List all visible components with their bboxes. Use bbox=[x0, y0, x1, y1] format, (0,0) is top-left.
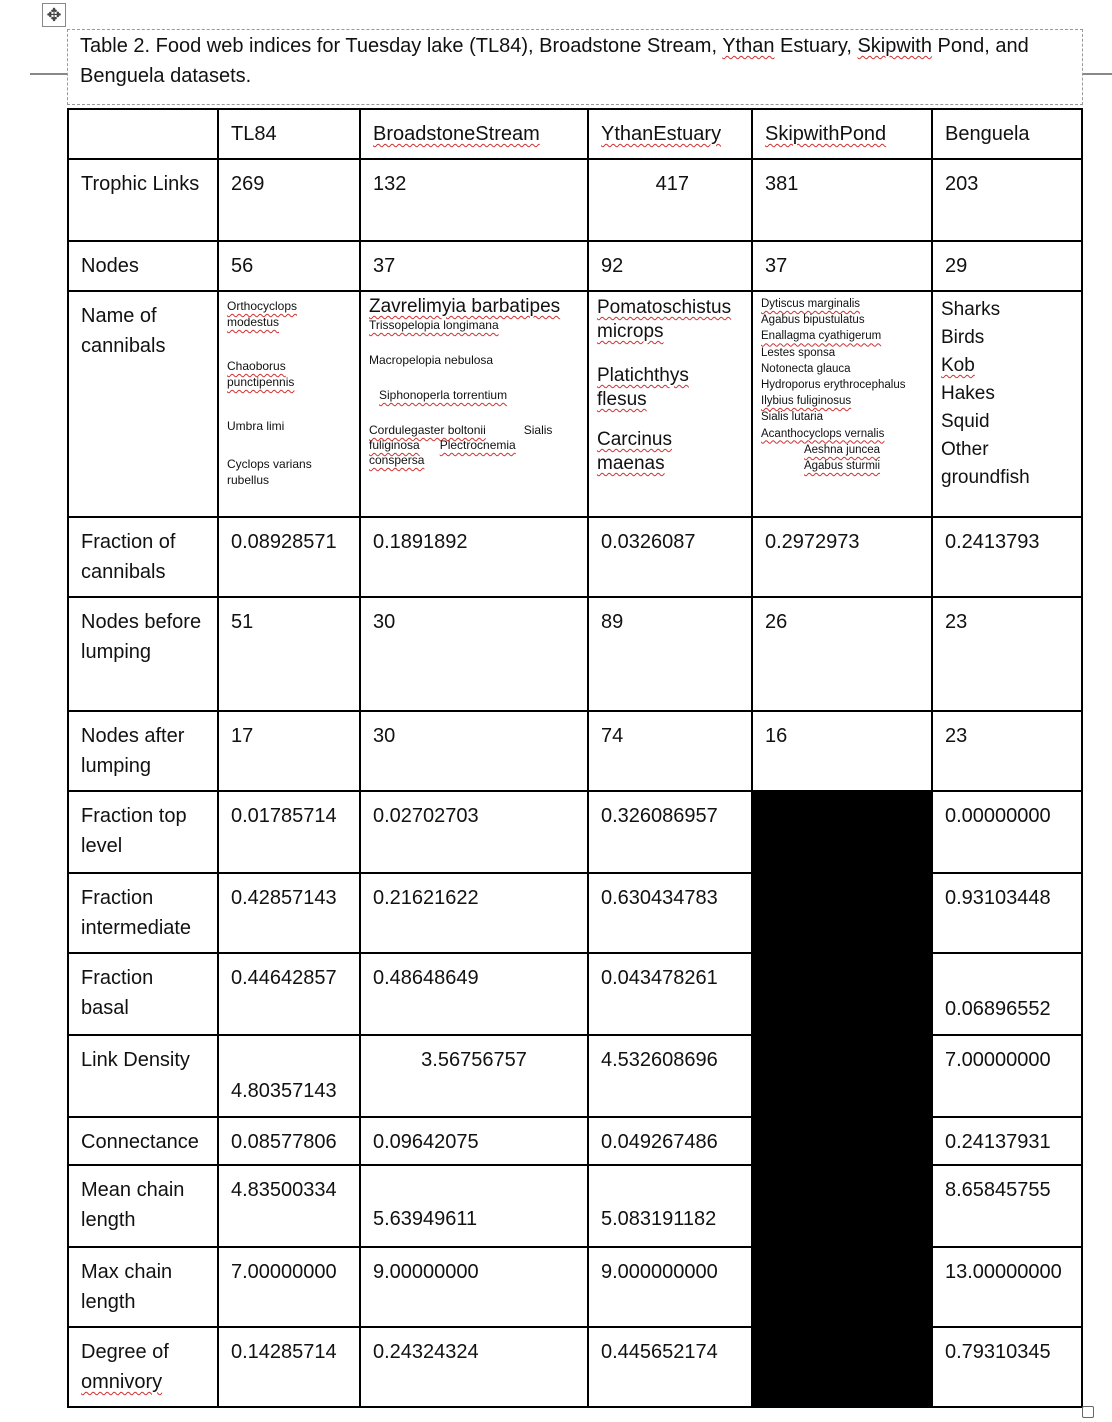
species-name: Pomatoschistus microps bbox=[597, 297, 732, 342]
table-row-omnivory bbox=[68, 1327, 1082, 1407]
cell-skipwith-redacted bbox=[752, 791, 932, 873]
cell-benguela: 0.06896552 bbox=[932, 953, 1082, 1035]
species-name: Enallagma cyathigerum bbox=[761, 330, 882, 343]
cell-benguela: 7.00000000 bbox=[932, 1035, 1082, 1117]
table-row-cannibals bbox=[68, 291, 1082, 517]
table-row-mean-chain-length bbox=[68, 1165, 1082, 1247]
cell-tl84: 269 bbox=[218, 159, 360, 241]
cell-tl84-cannibals bbox=[218, 291, 360, 517]
cell-benguela: 29 bbox=[932, 241, 1082, 291]
cell-broadstone: 0.24324324 bbox=[360, 1327, 588, 1407]
cell-tl84: 0.44642857 bbox=[218, 953, 360, 1035]
species-name-group: Cordulegaster boltonii Sialis bbox=[369, 423, 553, 437]
species-name: Hakes bbox=[941, 383, 995, 404]
cell-tl84: 0.14285714 bbox=[218, 1327, 360, 1407]
cell-tl84: 4.80357143 bbox=[218, 1035, 360, 1117]
cell-broadstone: 37 bbox=[360, 241, 588, 291]
row-label: Nodes after lumping bbox=[68, 711, 218, 791]
species-name: Dytiscus marginalis bbox=[761, 298, 861, 310]
cell-tl84: 0.08928571 bbox=[218, 517, 360, 597]
header-empty-cell bbox=[68, 109, 218, 159]
cell-tl84: 17 bbox=[218, 711, 360, 791]
cell-tl84: 56 bbox=[218, 241, 360, 291]
species-name: Other groundfish bbox=[941, 439, 1030, 488]
cell-broadstone: 30 bbox=[360, 597, 588, 711]
row-label: Name of cannibals bbox=[68, 291, 218, 517]
cell-benguela: 0.2413793 bbox=[932, 517, 1082, 597]
cell-ythan: 417 bbox=[588, 159, 752, 241]
species-name: Hydroporus erythrocephalus bbox=[761, 379, 906, 392]
cell-broadstone: 30 bbox=[360, 711, 588, 791]
species-name: Birds bbox=[941, 327, 985, 348]
table-row-fraction-basal bbox=[68, 953, 1082, 1035]
row-label: Link Density bbox=[68, 1035, 218, 1117]
cell-benguela-cannibals bbox=[932, 291, 1082, 517]
row-label: Fraction basal bbox=[68, 953, 218, 1035]
table-row-nodes-before-lumping bbox=[68, 597, 1082, 711]
page-margin-line-left bbox=[30, 73, 68, 75]
cell-tl84: 0.42857143 bbox=[218, 873, 360, 953]
cell-ythan: 0.630434783 bbox=[588, 873, 752, 953]
cell-benguela: 0.00000000 bbox=[932, 791, 1082, 873]
species-name: Platichthys flesus bbox=[597, 365, 689, 410]
cell-tl84: 4.83500334 bbox=[218, 1165, 360, 1247]
species-name: Umbra limi bbox=[227, 419, 285, 433]
header-ythan: YthanEstuary bbox=[588, 109, 752, 159]
row-label: Nodes before lumping bbox=[68, 597, 218, 711]
cell-ythan: 0.049267486 bbox=[588, 1117, 752, 1165]
species-name: Notonecta glauca bbox=[761, 362, 851, 375]
table-move-handle-icon[interactable]: ✥ bbox=[42, 3, 66, 27]
table-row-fraction-cannibals bbox=[68, 517, 1082, 597]
species-name: Macropelopia nebulosa bbox=[369, 353, 494, 367]
cell-skipwith: 381 bbox=[752, 159, 932, 241]
cell-broadstone: 0.48648649 bbox=[360, 953, 588, 1035]
row-label: Trophic Links bbox=[68, 159, 218, 241]
cell-skipwith: 37 bbox=[752, 241, 932, 291]
row-label: Fraction intermediate bbox=[68, 873, 218, 953]
cell-broadstone-cannibals bbox=[360, 291, 588, 517]
species-name: Cyclops varians rubellus bbox=[227, 457, 312, 487]
cell-ythan: 0.043478261 bbox=[588, 953, 752, 1035]
cell-tl84: 7.00000000 bbox=[218, 1247, 360, 1327]
cell-ythan: 89 bbox=[588, 597, 752, 711]
header-broadstone: BroadstoneStream bbox=[360, 109, 588, 159]
cell-ythan: 4.532608696 bbox=[588, 1035, 752, 1117]
page-margin-line-right bbox=[1082, 73, 1112, 75]
cell-broadstone: 132 bbox=[360, 159, 588, 241]
species-name: Acanthocyclops vernalis bbox=[761, 427, 885, 440]
table-resize-handle-icon[interactable] bbox=[1082, 1406, 1094, 1418]
cell-tl84: 0.08577806 bbox=[218, 1117, 360, 1165]
species-name: Carcinus maenas bbox=[597, 429, 672, 474]
species-name: Trissopelopia longimana bbox=[369, 318, 499, 332]
species-name: Agabus sturmii bbox=[803, 460, 881, 473]
cell-benguela: 203 bbox=[932, 159, 1082, 241]
cell-tl84: 0.01785714 bbox=[218, 791, 360, 873]
cell-broadstone: 0.1891892 bbox=[360, 517, 588, 597]
table-row-max-chain-length bbox=[68, 1247, 1082, 1327]
table-row-nodes-after-lumping bbox=[68, 711, 1082, 791]
cell-skipwith-redacted bbox=[752, 1327, 932, 1407]
cell-ythan: 0.0326087 bbox=[588, 517, 752, 597]
cell-ythan: 5.083191182 bbox=[588, 1165, 752, 1247]
cell-ythan: 74 bbox=[588, 711, 752, 791]
species-name: Orthocyclops modestus bbox=[227, 299, 298, 329]
row-label: Fraction top level bbox=[68, 791, 218, 873]
cell-ythan: 92 bbox=[588, 241, 752, 291]
cell-skipwith-redacted bbox=[752, 953, 932, 1035]
cell-broadstone: 3.56756757 bbox=[360, 1035, 588, 1117]
cell-broadstone: 0.21621622 bbox=[360, 873, 588, 953]
row-label: Mean chain length bbox=[68, 1165, 218, 1247]
cell-benguela: 0.24137931 bbox=[932, 1117, 1082, 1165]
cell-benguela: 8.65845755 bbox=[932, 1165, 1082, 1247]
species-name: conspersa bbox=[369, 453, 425, 467]
species-name-group: fuliginosa Plectrocnemia bbox=[369, 438, 516, 452]
cell-skipwith-cannibals bbox=[752, 291, 932, 517]
species-name: Ilybius fuliginosus bbox=[761, 395, 852, 408]
cell-skipwith: 0.2972973 bbox=[752, 517, 932, 597]
header-tl84: TL84 bbox=[218, 109, 360, 159]
row-label: Nodes bbox=[68, 241, 218, 291]
species-name: Sialis lutaria bbox=[761, 411, 823, 424]
row-label: Connectance bbox=[68, 1117, 218, 1165]
table-row-fraction-intermediate bbox=[68, 873, 1082, 953]
header-benguela: Benguela bbox=[932, 109, 1082, 159]
food-web-table bbox=[67, 108, 1083, 1408]
cell-skipwith-redacted bbox=[752, 1247, 932, 1327]
cell-benguela: 0.79310345 bbox=[932, 1327, 1082, 1407]
cell-skipwith-redacted bbox=[752, 1165, 932, 1247]
cell-benguela: 23 bbox=[932, 597, 1082, 711]
species-name: Agabus bipustulatus bbox=[761, 314, 865, 327]
cell-benguela: 13.00000000 bbox=[932, 1247, 1082, 1327]
cell-skipwith-redacted bbox=[752, 1117, 932, 1165]
cell-tl84: 51 bbox=[218, 597, 360, 711]
cell-skipwith-redacted bbox=[752, 873, 932, 953]
species-name: Lestes sponsa bbox=[761, 346, 836, 359]
cell-ythan: 0.326086957 bbox=[588, 791, 752, 873]
table-row-link-density bbox=[68, 1035, 1082, 1117]
table-row-trophic-links bbox=[68, 159, 1082, 241]
table-row-fraction-top bbox=[68, 791, 1082, 873]
cell-broadstone: 9.00000000 bbox=[360, 1247, 588, 1327]
species-name: Kob bbox=[941, 355, 975, 376]
row-label: Fraction of cannibals bbox=[68, 517, 218, 597]
cell-benguela: 0.93103448 bbox=[932, 873, 1082, 953]
species-name: Zavrelimyia barbatipes bbox=[369, 296, 561, 317]
species-name: Sharks bbox=[941, 299, 1001, 320]
cell-skipwith: 16 bbox=[752, 711, 932, 791]
cell-broadstone: 5.63949611 bbox=[360, 1165, 588, 1247]
cell-skipwith: 26 bbox=[752, 597, 932, 711]
cell-ythan-cannibals bbox=[588, 291, 752, 517]
table-row-nodes bbox=[68, 241, 1082, 291]
cell-broadstone: 0.02702703 bbox=[360, 791, 588, 873]
cell-benguela: 23 bbox=[932, 711, 1082, 791]
row-label: Max chain length bbox=[68, 1247, 218, 1327]
cell-ythan: 0.445652174 bbox=[588, 1327, 752, 1407]
cell-broadstone: 0.09642075 bbox=[360, 1117, 588, 1165]
table-caption: Table 2. Food web indices for Tuesday lake (TL84), Broadstone Stream, Ythan Estuary, Skipwith Pond, and Benguela datasets. bbox=[80, 35, 1029, 87]
header-row bbox=[68, 109, 1082, 159]
table-row-connectance bbox=[68, 1117, 1082, 1165]
header-skipwith: SkipwithPond bbox=[752, 109, 932, 159]
cell-skipwith-redacted bbox=[752, 1035, 932, 1117]
species-name: Squid bbox=[941, 411, 990, 432]
species-name: Chaoborus punctipennis bbox=[227, 359, 295, 389]
cell-ythan: 9.000000000 bbox=[588, 1247, 752, 1327]
species-name: Siphonoperla torrentium bbox=[379, 388, 508, 402]
species-name: Aeshna juncea bbox=[803, 443, 881, 456]
row-label: Degree of omnivory bbox=[68, 1327, 218, 1407]
